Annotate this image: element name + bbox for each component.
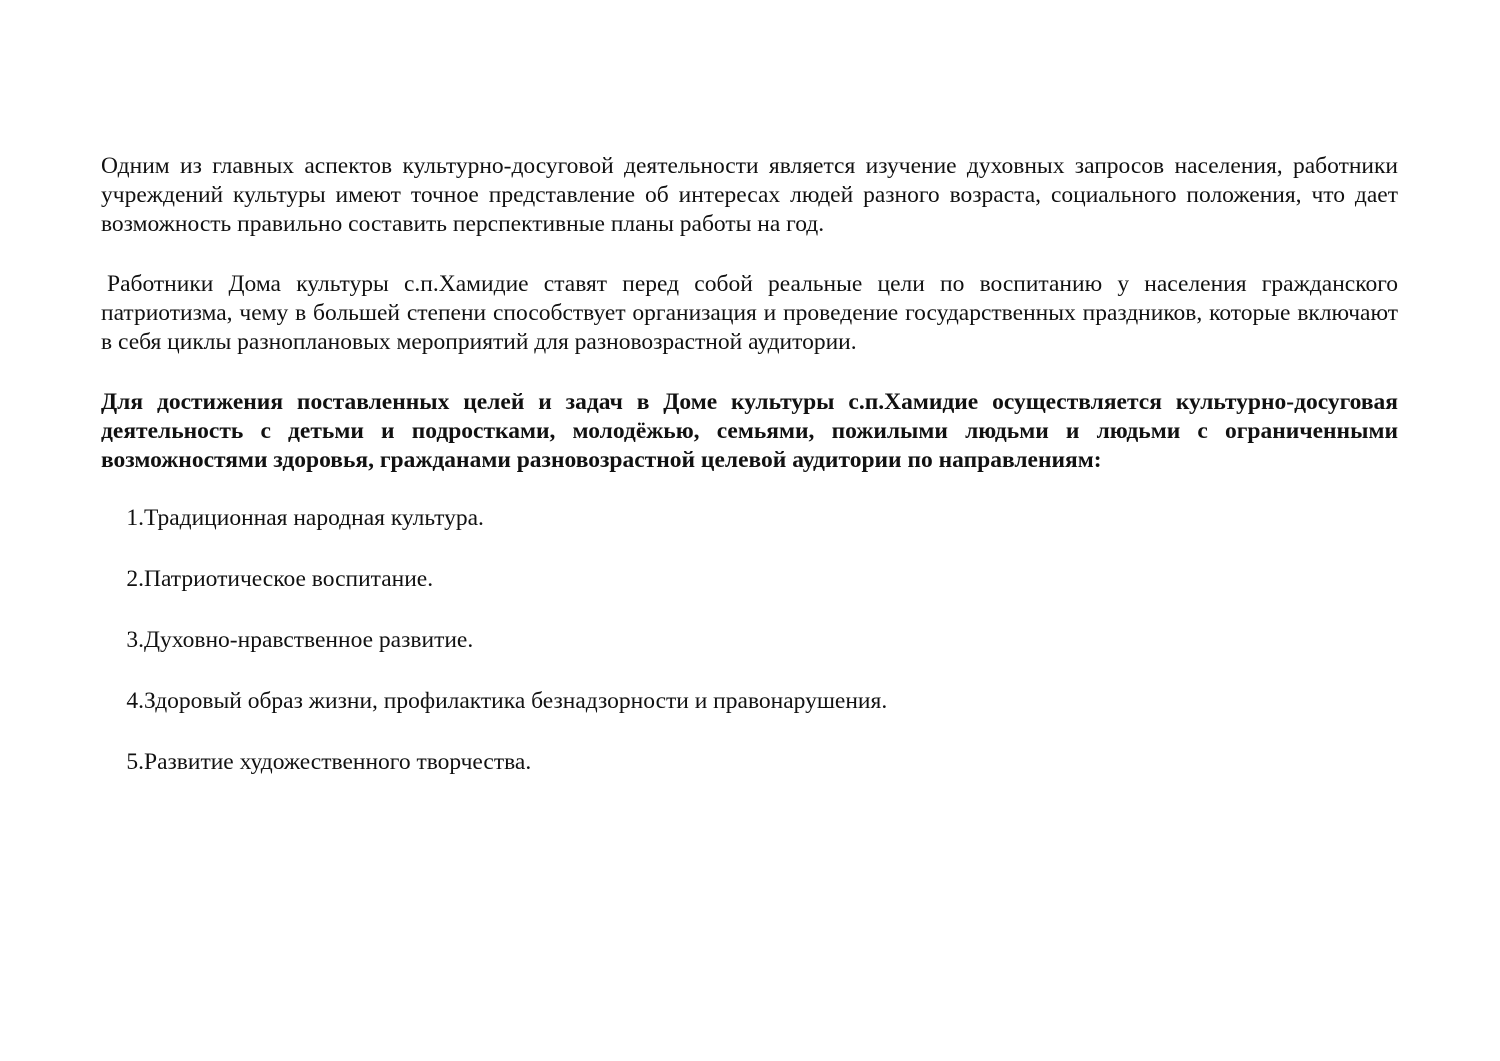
- paragraph-study-of-needs: Одним из главных аспектов культурно-досуговой деятельности является изучение духовных запросов населения, работники учреждений культуры имеют точное представление об интересах людей разного возраста, социального положения, что дает возможность правильно составить перспективные планы работы на год.: [101, 153, 1398, 237]
- list-item-text: Развитие художественного творчества.: [144, 749, 532, 775]
- list-item-number: 5.: [126, 749, 144, 775]
- list-item-text: Духовно-нравственное развитие.: [144, 627, 474, 653]
- paragraph-patriotism-goals: Работники Дома культуры с.п.Хамидие ставят перед собой реальные цели по воспитанию у населения гражданского патриотизма, чему в большей степени способствует организация и проведение государственных праздников, которые включают в себя циклы разноплановых мероприятий для разновозрастной аудитории.: [101, 271, 1398, 355]
- list-item-text: Здоровый образ жизни, профилактика безнадзорности и правонарушения.: [144, 688, 888, 714]
- list-item-number: 4.: [126, 688, 144, 714]
- list-item: [101, 748, 1398, 777]
- list-item-number: 3.: [126, 627, 144, 653]
- paragraph-directions-intro: Для достижения поставленных целей и задач в Доме культуры с.п.Хамидие осуществляется культурно-досуговая деятельность с детьми и подростками, молодёжью, семьями, пожилыми людьми и людьми с ограниченными возможностями здоровья, гражданами разновозрастной целевой аудитории по направлениям:: [101, 389, 1398, 473]
- list-item: [101, 687, 1398, 716]
- directions-list: [101, 504, 1398, 777]
- list-item: [101, 626, 1398, 655]
- list-item: [101, 565, 1398, 594]
- list-item-text: Традиционная народная культура.: [144, 505, 484, 531]
- list-item-text: Патриотическое воспитание.: [144, 566, 434, 592]
- document-body: [101, 152, 1398, 809]
- list-item-number: 1.: [126, 505, 144, 531]
- list-item-number: 2.: [126, 566, 144, 592]
- list-item: [101, 504, 1398, 533]
